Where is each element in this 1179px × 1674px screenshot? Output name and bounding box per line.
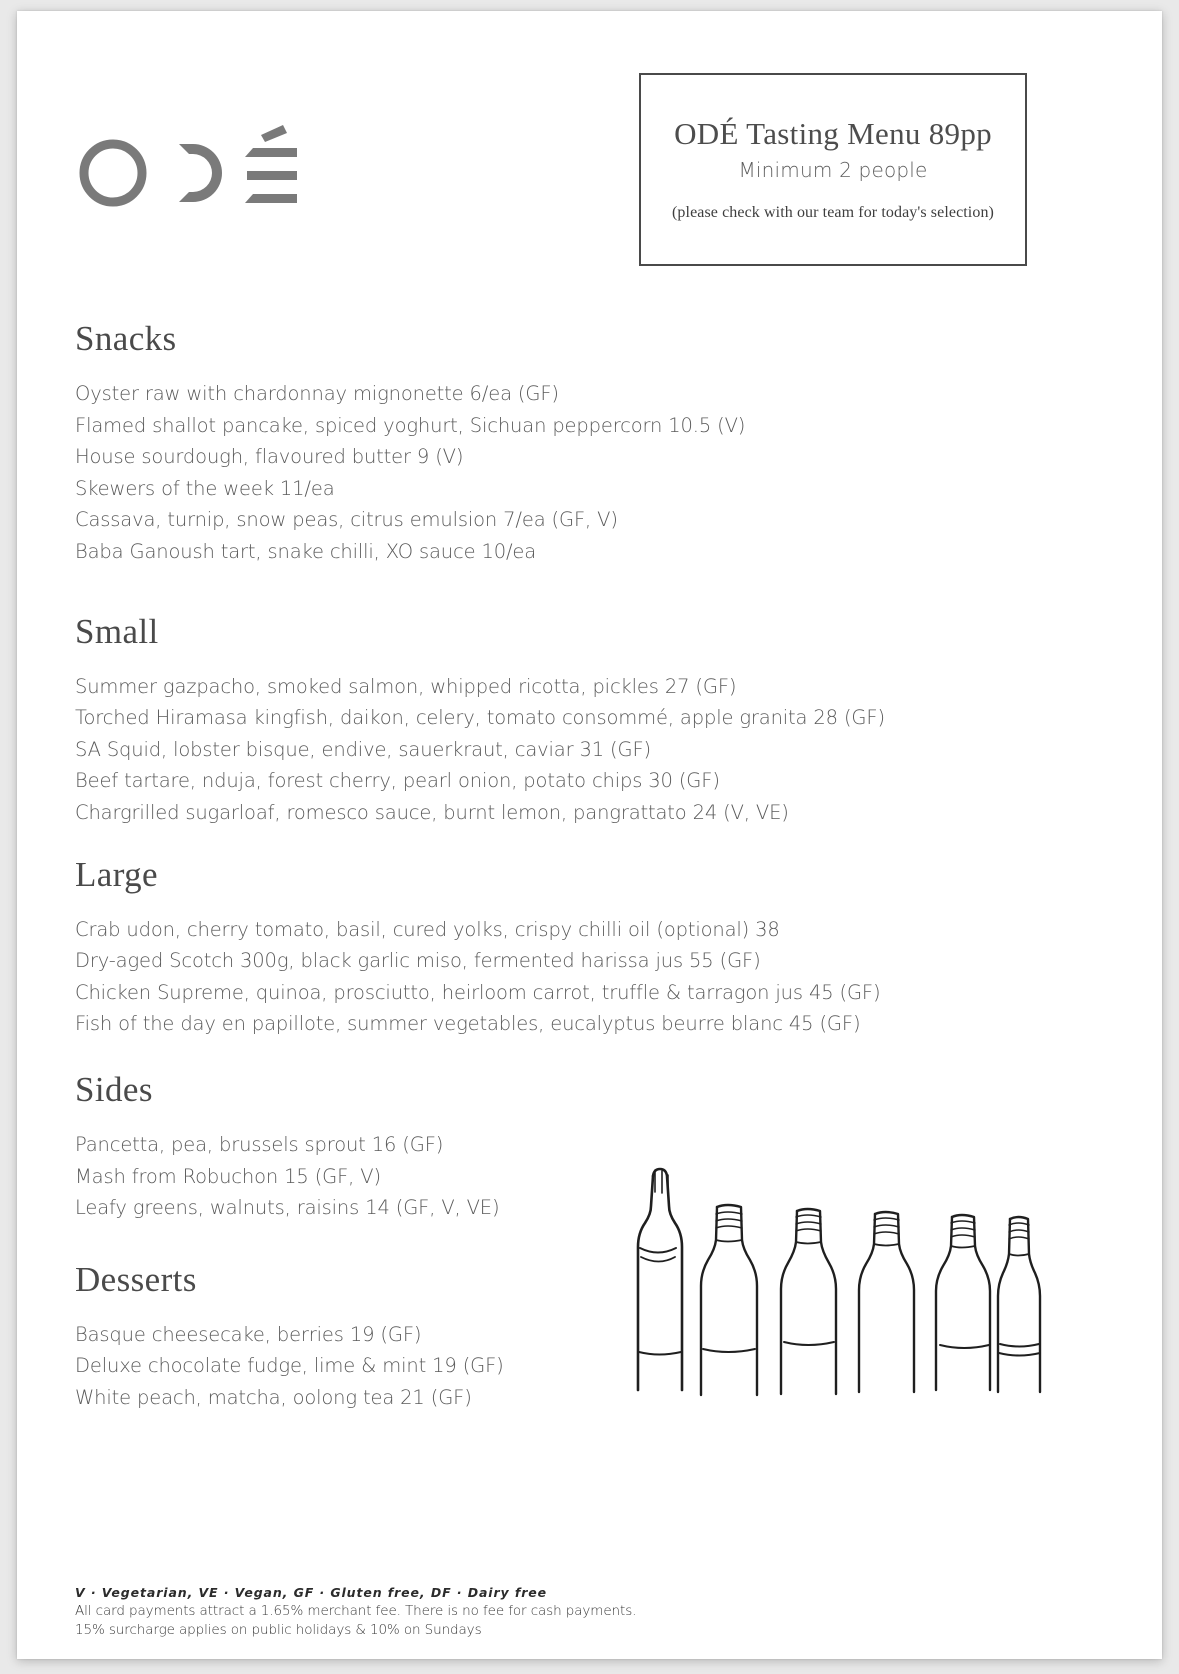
- menu-item: Summer gazpacho, smoked salmon, whipped ricotta, pickles 27 (GF): [75, 674, 737, 698]
- menu-item: Pancetta, pea, brussels sprout 16 (GF): [75, 1132, 444, 1156]
- menu-item: Chargrilled sugarloaf, romesco sauce, burnt lemon, pangrattato 24 (V, VE): [75, 800, 789, 824]
- section-heading: Snacks: [75, 319, 177, 358]
- menu-item: Deluxe chocolate fudge, lime & mint 19 (GF): [75, 1354, 504, 1378]
- wine-bottles-illustration: [625, 1156, 1055, 1406]
- section-heading: Small: [75, 611, 159, 651]
- menu-header: [17, 11, 1162, 301]
- tasting-menu-box: [639, 73, 1027, 266]
- menu-item: Skewers of the week 11/ea: [75, 476, 335, 500]
- menu-item: Chicken Supreme, quinoa, prosciutto, heirloom carrot, truffle & tarragon jus 45 (GF): [75, 980, 881, 1004]
- menu-item: Crab udon, cherry tomato, basil, cured yolks, crispy chilli oil (optional) 38: [75, 917, 780, 941]
- menu-section-snacks: [75, 321, 1075, 568]
- menu-item: Baba Ganoush tart, snake chilli, XO sauce 10/ea: [75, 539, 537, 563]
- menu-item: Beef tartare, nduja, forest cherry, pearl onion, potato chips 30 (GF): [75, 769, 720, 793]
- menu-item: SA Squid, lobster bisque, endive, sauerkraut, caviar 31 (GF): [75, 737, 651, 761]
- menu-item: House sourdough, flavoured butter 9 (V): [75, 445, 464, 469]
- tasting-menu-note: (please check with our team for today's selection): [672, 203, 994, 221]
- payment-fee-note: All card payments attract a 1.65% merchant fee. There is no fee for cash payments.: [75, 1603, 637, 1619]
- dietary-legend: V · Vegetarian, VE · Vegan, GF · Gluten free, DF · Dairy free: [75, 1585, 548, 1600]
- menu-item: Leafy greens, walnuts, raisins 14 (GF, V, VE): [75, 1196, 500, 1220]
- section-heading: Desserts: [75, 1259, 197, 1299]
- menu-section-small: [75, 611, 1075, 829]
- menu-item: Flamed shallot pancake, spiced yoghurt, Sichuan peppercorn 10.5 (V): [75, 413, 746, 437]
- menu-item: Basque cheesecake, berries 19 (GF): [75, 1322, 422, 1346]
- menu-item: Cassava, turnip, snow peas, citrus emulsion 7/ea (GF, V): [75, 508, 618, 532]
- menu-item-list: [75, 671, 1075, 829]
- menu-item-list: [75, 378, 1075, 568]
- menu-item: Torched Hiramasa kingfish, daikon, celery, tomato consommé, apple granita 28 (GF): [75, 706, 885, 730]
- tasting-menu-subtitle: Minimum 2 people: [738, 157, 928, 182]
- menu-item: White peach, matcha, oolong tea 21 (GF): [75, 1385, 472, 1409]
- tasting-menu-title: ODÉ Tasting Menu 89pp: [674, 116, 992, 152]
- menu-page: [17, 11, 1162, 1659]
- menu-item: Dry-aged Scotch 300g, black garlic miso, fermented harissa jus 55 (GF): [75, 949, 761, 973]
- menu-section-large: [75, 854, 1075, 1040]
- menu-item-list: [75, 914, 1075, 1040]
- menu-item: Mash from Robuchon 15 (GF, V): [75, 1164, 381, 1188]
- menu-item: Fish of the day en papillote, summer vegetables, eucalyptus beurre blanc 45 (GF): [75, 1012, 861, 1036]
- section-heading: Large: [75, 854, 158, 894]
- section-heading: Sides: [75, 1069, 153, 1109]
- menu-footer: [75, 1584, 895, 1640]
- menu-item: Oyster raw with chardonnay mignonette 6/ea (GF): [75, 382, 559, 405]
- ode-wordmark-logo: [75, 111, 315, 221]
- surcharge-note: 15% surcharge applies on public holidays & 10% on Sundays: [75, 1622, 482, 1638]
